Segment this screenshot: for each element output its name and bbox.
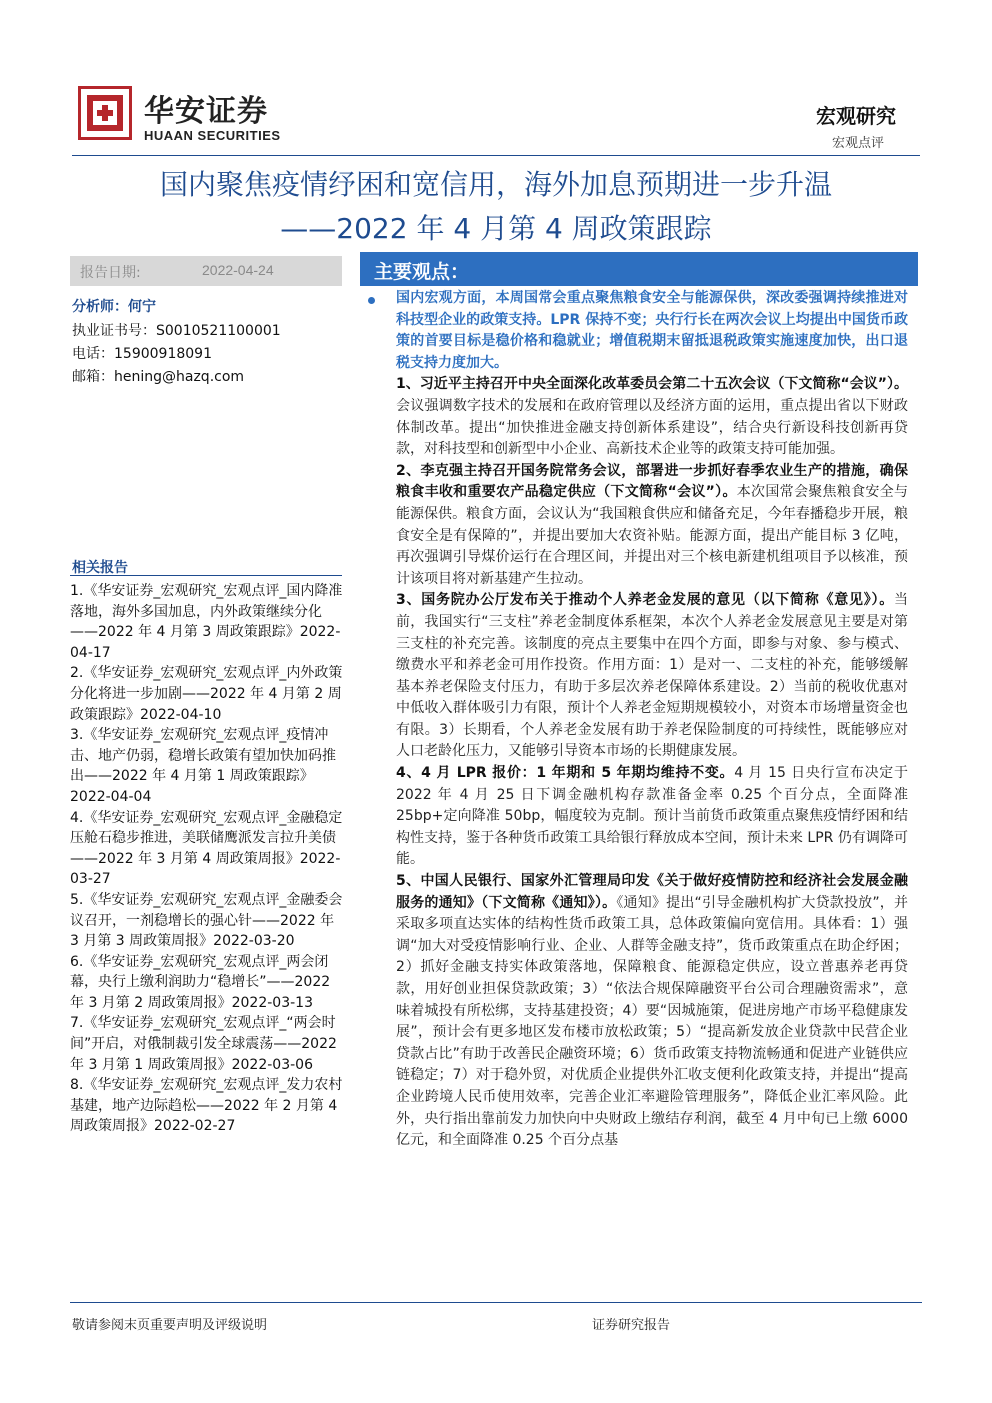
report-title-line1: 国内聚焦疫情纾困和宽信用，海外加息预期进一步升温: [159, 168, 832, 201]
report-date-box: [70, 256, 342, 286]
policy-section-title: 1、习近平主持召开中央全面深化改革委员会第二十五次会议（下文简称“会议”）。: [396, 376, 908, 393]
policy-section-title: 2、李克强主持召开国务院常务会议，部署进一步抓好春季农业生产的措施，确保粮食丰收和重要农产品稳定供应（下文简称“会议”）。: [396, 462, 908, 501]
related-reports-heading: 相关报告: [72, 560, 128, 576]
related-reports-list: [70, 581, 346, 1137]
report-date-label: 报告日期:: [80, 265, 141, 281]
brand-logo: [78, 86, 318, 148]
related-report-item[interactable]: 4.《华安证券_宏观研究_宏观点评_金融稳定压舱石稳步推进，美联储鹰派发言拉升美债——2022 年 3 月第 4 周政策周报》2022-03-27: [70, 809, 343, 888]
report-subcategory: 宏观点评: [831, 136, 884, 151]
policy-section-body: 当前，我国实行“三支柱”养老金制度体系框架，本次个人养老金发展意见主要是对第三支柱的补充完善。该制度的亮点主要集中在四个方面，即参与对象、参与模式、缴费水平和养老金可用作投资。作用方面：1）是对一、二支柱的补充，能够缓解基本养老保险支付压力，有助于多层次养老保障体系建设。2）当前的税收优惠对中低收入群体吸引力有限，预计个人养老金短期规模较小，对资本市场增量资金也有限。3）长期看，个人养老金发展有助于养老保险制度的可持续性，既能够应对人口老龄化压力，又能够引导资本市场的长期健康发展。: [396, 592, 908, 760]
report-title-line2: ——2022 年 4 月第 4 周政策跟踪: [280, 212, 712, 245]
key-points-heading: 主要观点：: [374, 261, 470, 283]
report-category: 宏观研究: [816, 104, 896, 128]
policy-section-body: 会议强调数字技术的发展和在政府管理以及经济方面的运用，重点提出省以下财政体制改革。提出“加快推进金融支持创新体系建设”，结合央行新设科技创新再贷款，对科技型和创新型中小企业、高新技术企业等的政策支持可能加强。: [396, 397, 908, 458]
policy-section: [396, 374, 908, 460]
policy-section-title: 5、中国人民银行、国家外汇管理局印发《关于做好疫情防控和经济社会发展金融服务的通知》（下文简称《通知》）。: [396, 873, 908, 911]
key-points-summary: 国内宏观方面，本周国常会重点聚焦粮食安全与能源保供，深改委强调持续推进对科技型企业的政策支持。LPR 保持不变；央行行长在两次会议上均提出中国货币政策的首要目标是稳价格和稳就业；增值税期末留抵退税政策实施速度加快，出口退税支持力度加大。: [396, 290, 908, 371]
footer-disclaimer: 敬请参阅末页重要声明及评级说明: [72, 1318, 268, 1333]
analyst-email: 邮箱：hening@hazq.com: [72, 369, 245, 385]
bullet-icon: [368, 297, 375, 304]
related-report-item[interactable]: 5.《华安证券_宏观研究_宏观点评_金融委会议召开，一剂稳增长的强心针——2022 年 3 月第 3 周政策周报》2022-03-20: [70, 891, 343, 950]
brand-name-en: HUAAN SECURITIES: [144, 128, 281, 143]
policy-section: [396, 461, 908, 591]
key-points-body: [396, 288, 908, 1152]
analyst-name: 分析师：何宁: [72, 299, 156, 315]
related-report-item[interactable]: 6.《华安证券_宏观研究_宏观点评_两会闭幕，央行上缴利润助力“稳增长”——2022 年 3 月第 2 周政策周报》2022-03-13: [70, 953, 331, 1011]
footer-report-type: 证券研究报告: [592, 1318, 671, 1333]
header-divider: [72, 155, 920, 156]
brand-name-cn: 华安证券: [144, 94, 268, 129]
policy-section-body: 本次国常会聚焦粮食安全与能源保供。粮食方面，会议认为“我国粮食供应和储备充足，今年春播稳步开展，粮食安全是有保障的”，并提出要加大农资补贴。能源方面，提出产能目标 3 亿吨，再次强调引导煤价运行在合理区间，并提出对三个核电新建机组项目予以核准，预计该项目将对新基建产生拉动。: [396, 484, 909, 587]
related-report-item[interactable]: 7.《华安证券_宏观研究_宏观点评_“两会时间”开启，对俄制裁引发全球震荡——2022 年 3 月第 1 周政策周报》2022-03-06: [70, 1015, 337, 1073]
related-report-item[interactable]: 1.《华安证券_宏观研究_宏观点评_国内降准落地，海外多国加息，内外政策继续分化——2022 年 4 月第 3 周政策跟踪》2022-04-17: [70, 583, 343, 661]
footer-divider: [70, 1302, 922, 1303]
report-date-value: 2022-04-24: [202, 262, 274, 278]
policy-section-title: 3、国务院办公厅发布关于推动个人养老金发展的意见（以下简称《意见》）。: [396, 592, 894, 609]
policy-section: [396, 763, 908, 871]
related-reports-divider: [70, 575, 342, 576]
related-report-item[interactable]: 2.《华安证券_宏观研究_宏观点评_内外政策分化将进一步加剧——2022 年 4 月第 2 周政策跟踪》2022-04-10: [70, 665, 343, 723]
analyst-cert: 执业证书号：S0010521100001: [72, 323, 281, 339]
policy-section-body: 4 月 15 日央行宣布决定于 2022 年 4 月 25 日下调金融机构存款准备金率 0.25 个百分点，全面降准 25bp+定向降准 50bp，幅度较为克制。预计当前货币政策重点聚焦疫情纾困和结构性支持，鉴于各种货币政策工具给银行释放成本空间，预计未来 LPR 仍有调降可能。: [396, 765, 909, 868]
policy-section-body: 《通知》提出“引导金融机构扩大贷款投放”，并采取多项直达实体的结构性货币政策工具，总体政策偏向宽信用。具体看：1）强调“加大对受疫情影响行业、企业、人群等金融支持”，货币政策重点在助企纾困；2）抓好金融支持实体政策落地，保障粮食、能源稳定供应，设立普惠养老再贷款，用好创业担保贷款政策；3）“依法合规保障融资平台公司合理融资需求”，意味着城投有所松绑，支持基建投资；4）要“因城施策，促进房地产市场平稳健康发展”，预计会有更多地区发布楼市放松政策；5）“提高新发放企业贷款中民营企业贷款占比”有助于改善民企融资环境；6）货币政策支持物流畅通和促进产业链供应链稳定；7）对于稳外贸，对优质企业提供外汇收支便利化政策支持，并提出“提高企业跨境人民币使用效率，完善企业汇率避险管理服务”，降低企业汇率风险。此外，央行指出靠前发力加快向中央财政上缴结存利润，截至 4 月中旬已上缴 6000 亿元，和全面降准 0.25 个百分点基: [396, 894, 909, 1149]
policy-section: [396, 590, 908, 763]
key-points-header: [360, 252, 918, 286]
related-report-item[interactable]: 3.《华安证券_宏观研究_宏观点评_疫情冲击、地产仍弱，稳增长政策有望加快加码推出——2022 年 4 月第 1 周政策跟踪》2022-04-04: [70, 727, 336, 805]
policy-section-title: 4、4 月 LPR 报价：1 年期和 5 年期均维持不变。: [396, 765, 735, 782]
policy-section: [396, 871, 908, 1152]
related-report-item[interactable]: 8.《华安证券_宏观研究_宏观点评_发力农村基建，地产边际趋松——2022 年 2 月第 4 周政策周报》2022-02-27: [70, 1077, 343, 1135]
analyst-phone: 电话：15900918091: [72, 346, 212, 362]
logo-mark-icon: [78, 86, 132, 140]
